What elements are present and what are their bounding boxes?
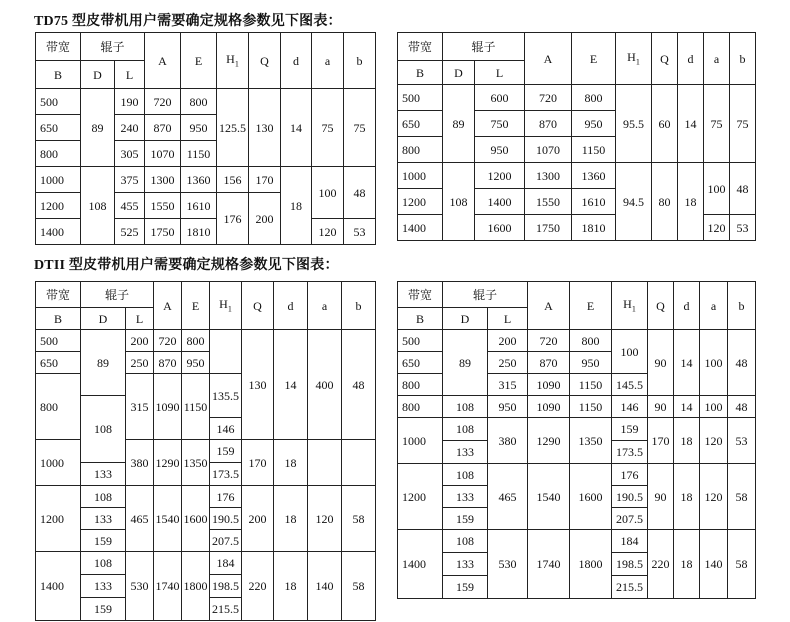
cell: 1800 [182, 552, 210, 621]
header-roller: 辊子 [443, 33, 525, 61]
cell: 133 [443, 486, 488, 508]
header-b: b [344, 33, 376, 89]
cell: 133 [81, 575, 126, 598]
cell: 100 [700, 396, 728, 418]
cell: 1750 [525, 215, 572, 241]
cell: 870 [145, 115, 181, 141]
cell: 530 [126, 552, 154, 621]
header-Q: Q [648, 282, 674, 330]
cell: 58 [728, 530, 756, 599]
cell: 53 [344, 219, 376, 245]
cell: 159 [81, 598, 126, 621]
cell: 500 [36, 89, 81, 115]
header-H1 [616, 33, 652, 85]
cell: 870 [528, 352, 570, 374]
header-d: d [274, 282, 308, 330]
cell: 159 [81, 530, 126, 552]
cell: 75 [344, 89, 376, 167]
cell: 1400 [475, 189, 525, 215]
cell: 465 [126, 486, 154, 552]
cell: 200 [488, 330, 528, 352]
header-E: E [570, 282, 612, 330]
cell: 525 [115, 219, 145, 245]
cell: 1150 [181, 141, 217, 167]
cell: 1000 [36, 167, 81, 193]
cell: 133 [81, 463, 126, 486]
cell: 1360 [572, 163, 616, 189]
cell: 108 [443, 464, 488, 486]
header-d: d [281, 33, 312, 89]
cell: 800 [36, 374, 81, 440]
cell: 156 [217, 167, 249, 193]
header-roller: 辊子 [81, 33, 145, 61]
cell: 1150 [570, 374, 612, 396]
cell: 120 [308, 486, 342, 552]
header-D: D [443, 308, 488, 330]
cell: 1600 [570, 464, 612, 530]
cell: 315 [126, 374, 154, 440]
h-label: H [623, 296, 632, 311]
cell: 53 [728, 418, 756, 464]
cell: 500 [398, 330, 443, 352]
cell: 146 [612, 396, 648, 418]
header-Q: Q [652, 33, 678, 85]
cell: 1200 [398, 189, 443, 215]
header-b: b [728, 282, 756, 330]
cell: 108 [81, 396, 126, 463]
cell [210, 330, 242, 374]
cell: 130 [249, 89, 281, 167]
cell: 650 [398, 352, 443, 374]
cell: 720 [528, 330, 570, 352]
cell: 75 [730, 85, 756, 163]
cell [342, 440, 376, 486]
cell: 720 [525, 85, 572, 111]
cell: 1150 [572, 137, 616, 163]
cell: 58 [342, 552, 376, 621]
cell: 18 [674, 464, 700, 530]
cell: 650 [36, 352, 81, 374]
cell: 220 [242, 552, 274, 621]
cell: 720 [154, 330, 182, 352]
cell: 108 [81, 552, 126, 575]
cell: 48 [342, 330, 376, 440]
cell: 1300 [145, 167, 181, 193]
h-subscript: 1 [631, 304, 636, 314]
cell: 1150 [182, 374, 210, 440]
cell: 500 [36, 330, 81, 352]
header-H1 [210, 282, 242, 330]
cell: 184 [612, 530, 648, 553]
header-belt-width: 带宽 [398, 282, 443, 308]
cell: 108 [443, 530, 488, 553]
cell: 14 [281, 89, 312, 167]
cell: 75 [704, 85, 730, 163]
cell: 200 [126, 330, 154, 352]
cell: 1300 [525, 163, 572, 189]
cell: 800 [398, 396, 443, 418]
cell: 250 [126, 352, 154, 374]
cell: 75 [312, 89, 344, 167]
cell: 89 [81, 330, 126, 396]
cell: 145.5 [612, 374, 648, 396]
cell: 950 [181, 115, 217, 141]
cell: 159 [210, 440, 242, 463]
cell: 94.5 [616, 163, 652, 241]
cell: 95.5 [616, 85, 652, 163]
td75-heading: TD75 型皮带机用户需要确定规格参数见下图表： [34, 14, 342, 29]
cell: 1740 [528, 530, 570, 599]
cell: 90 [648, 396, 674, 418]
cell: 48 [344, 167, 376, 219]
cell: 207.5 [612, 508, 648, 530]
dtii-heading: DTII 型皮带机用户需要确定规格参数见下图表： [34, 258, 339, 273]
cell: 800 [181, 89, 217, 115]
header-A: A [145, 33, 181, 89]
cell: 190.5 [210, 508, 242, 530]
cell: 1090 [528, 374, 570, 396]
cell: 89 [443, 330, 488, 396]
cell: 100 [612, 330, 648, 374]
cell: 870 [154, 352, 182, 374]
header-d: d [678, 33, 704, 85]
cell: 18 [274, 486, 308, 552]
header-L: L [488, 308, 528, 330]
cell: 18 [274, 552, 308, 621]
header-H1 [612, 282, 648, 330]
cell: 800 [570, 330, 612, 352]
cell: 1090 [154, 374, 182, 440]
cell: 1810 [572, 215, 616, 241]
header-belt-width: 带宽 [36, 33, 81, 61]
cell: 108 [443, 163, 475, 241]
cell: 380 [488, 418, 528, 464]
cell: 80 [652, 163, 678, 241]
header-L: L [126, 308, 154, 330]
header-a: a [700, 282, 728, 330]
cell: 133 [443, 553, 488, 576]
h-label: H [219, 296, 228, 311]
cell: 500 [398, 85, 443, 111]
cell: 120 [704, 215, 730, 241]
cell: 650 [398, 111, 443, 137]
cell: 190 [115, 89, 145, 115]
cell: 18 [674, 418, 700, 464]
cell: 720 [145, 89, 181, 115]
cell: 1000 [36, 440, 81, 486]
cell: 108 [443, 396, 488, 418]
h-subscript: 1 [635, 57, 640, 67]
header-H1 [217, 33, 249, 89]
cell: 133 [443, 441, 488, 464]
h-label: H [226, 51, 235, 66]
cell: 60 [652, 85, 678, 163]
cell: 159 [443, 508, 488, 530]
cell: 159 [612, 418, 648, 441]
cell: 215.5 [612, 576, 648, 599]
cell: 950 [570, 352, 612, 374]
dtii-table-left [35, 281, 376, 621]
cell: 1290 [528, 418, 570, 464]
cell: 1200 [36, 486, 81, 552]
cell: 1600 [182, 486, 210, 552]
cell: 800 [36, 141, 81, 167]
cell: 170 [648, 418, 674, 464]
cell: 184 [210, 552, 242, 575]
cell: 176 [612, 464, 648, 486]
header-Q: Q [242, 282, 274, 330]
cell: 100 [312, 167, 344, 219]
cell: 950 [182, 352, 210, 374]
cell: 48 [728, 330, 756, 396]
cell: 1200 [475, 163, 525, 189]
cell: 1150 [570, 396, 612, 418]
cell: 120 [312, 219, 344, 245]
cell: 400 [308, 330, 342, 440]
header-a: a [308, 282, 342, 330]
cell: 1350 [570, 418, 612, 464]
cell: 48 [728, 396, 756, 418]
cell: 1200 [398, 464, 443, 530]
cell: 1400 [398, 530, 443, 599]
cell: 90 [648, 464, 674, 530]
cell: 380 [126, 440, 154, 486]
cell: 135.5 [210, 374, 242, 418]
header-D: D [81, 61, 115, 89]
cell: 133 [81, 508, 126, 530]
cell: 198.5 [210, 575, 242, 598]
header-roller: 辊子 [443, 282, 528, 308]
cell: 89 [443, 85, 475, 163]
cell: 1600 [475, 215, 525, 241]
cell: 200 [249, 193, 281, 245]
cell: 140 [700, 530, 728, 599]
cell: 1540 [154, 486, 182, 552]
cell: 108 [443, 418, 488, 441]
h-subscript: 1 [234, 59, 239, 69]
cell: 120 [700, 464, 728, 530]
cell: 1400 [398, 215, 443, 241]
cell: 1740 [154, 552, 182, 621]
cell: 750 [475, 111, 525, 137]
cell: 240 [115, 115, 145, 141]
cell: 108 [81, 486, 126, 508]
cell: 1810 [181, 219, 217, 245]
cell: 140 [308, 552, 342, 621]
cell: 1400 [36, 552, 81, 621]
cell: 173.5 [210, 463, 242, 486]
cell: 18 [274, 440, 308, 486]
cell: 53 [730, 215, 756, 241]
header-B: B [36, 61, 81, 89]
cell: 18 [281, 167, 312, 245]
cell: 146 [210, 418, 242, 440]
header-B: B [398, 61, 443, 85]
cell: 1000 [398, 418, 443, 464]
cell: 18 [678, 163, 704, 241]
cell: 190.5 [612, 486, 648, 508]
header-E: E [182, 282, 210, 330]
cell: 14 [274, 330, 308, 440]
cell: 250 [488, 352, 528, 374]
dtii-table-right [397, 281, 756, 599]
cell: 1000 [398, 163, 443, 189]
cell: 1070 [145, 141, 181, 167]
cell: 530 [488, 530, 528, 599]
cell: 58 [342, 486, 376, 552]
cell: 800 [398, 374, 443, 396]
header-b: b [342, 282, 376, 330]
cell: 14 [674, 396, 700, 418]
cell: 108 [81, 167, 115, 245]
h-subscript: 1 [227, 304, 232, 314]
cell: 315 [488, 374, 528, 396]
cell: 1800 [570, 530, 612, 599]
cell: 125.5 [217, 89, 249, 167]
cell: 800 [572, 85, 616, 111]
header-b: b [730, 33, 756, 85]
cell: 198.5 [612, 553, 648, 576]
cell: 375 [115, 167, 145, 193]
cell: 1610 [572, 189, 616, 215]
cell: 18 [674, 530, 700, 599]
header-belt-width: 带宽 [398, 33, 443, 61]
header-A: A [528, 282, 570, 330]
cell: 1090 [528, 396, 570, 418]
cell: 600 [475, 85, 525, 111]
header-d: d [674, 282, 700, 330]
cell: 465 [488, 464, 528, 530]
header-L: L [115, 61, 145, 89]
cell: 170 [242, 440, 274, 486]
cell: 1200 [36, 193, 81, 219]
h-label: H [627, 49, 636, 64]
header-Q: Q [249, 33, 281, 89]
cell: 200 [242, 486, 274, 552]
header-L: L [475, 61, 525, 85]
cell: 1750 [145, 219, 181, 245]
cell: 1400 [36, 219, 81, 245]
cell: 650 [36, 115, 81, 141]
cell: 950 [572, 111, 616, 137]
cell: 1610 [181, 193, 217, 219]
cell: 950 [475, 137, 525, 163]
cell: 800 [182, 330, 210, 352]
cell: 1360 [181, 167, 217, 193]
cell: 89 [81, 89, 115, 167]
cell: 100 [700, 330, 728, 396]
header-D: D [443, 61, 475, 85]
cell: 1550 [525, 189, 572, 215]
cell: 1350 [182, 440, 210, 486]
cell: 950 [488, 396, 528, 418]
cell [308, 440, 342, 486]
cell: 14 [674, 330, 700, 396]
header-A: A [154, 282, 182, 330]
cell: 455 [115, 193, 145, 219]
cell: 1070 [525, 137, 572, 163]
cell: 215.5 [210, 598, 242, 621]
cell: 1540 [528, 464, 570, 530]
header-E: E [181, 33, 217, 89]
header-B: B [36, 308, 81, 330]
cell: 800 [398, 137, 443, 163]
cell: 305 [115, 141, 145, 167]
cell: 90 [648, 330, 674, 396]
header-D: D [81, 308, 126, 330]
cell: 220 [648, 530, 674, 599]
header-B: B [398, 308, 443, 330]
header-a: a [704, 33, 730, 85]
cell: 1550 [145, 193, 181, 219]
header-a: a [312, 33, 344, 89]
cell: 176 [217, 193, 249, 245]
cell: 120 [700, 418, 728, 464]
cell: 14 [678, 85, 704, 163]
td75-table-left [35, 32, 376, 245]
cell: 58 [728, 464, 756, 530]
cell: 100 [704, 163, 730, 215]
cell: 1290 [154, 440, 182, 486]
header-A: A [525, 33, 572, 85]
header-belt-width: 带宽 [36, 282, 81, 308]
td75-table-right [397, 32, 756, 241]
cell: 207.5 [210, 530, 242, 552]
cell: 173.5 [612, 441, 648, 464]
cell: 870 [525, 111, 572, 137]
cell: 176 [210, 486, 242, 508]
cell: 159 [443, 576, 488, 599]
header-roller: 辊子 [81, 282, 154, 308]
cell: 130 [242, 330, 274, 440]
cell: 170 [249, 167, 281, 193]
header-E: E [572, 33, 616, 85]
cell: 48 [730, 163, 756, 215]
